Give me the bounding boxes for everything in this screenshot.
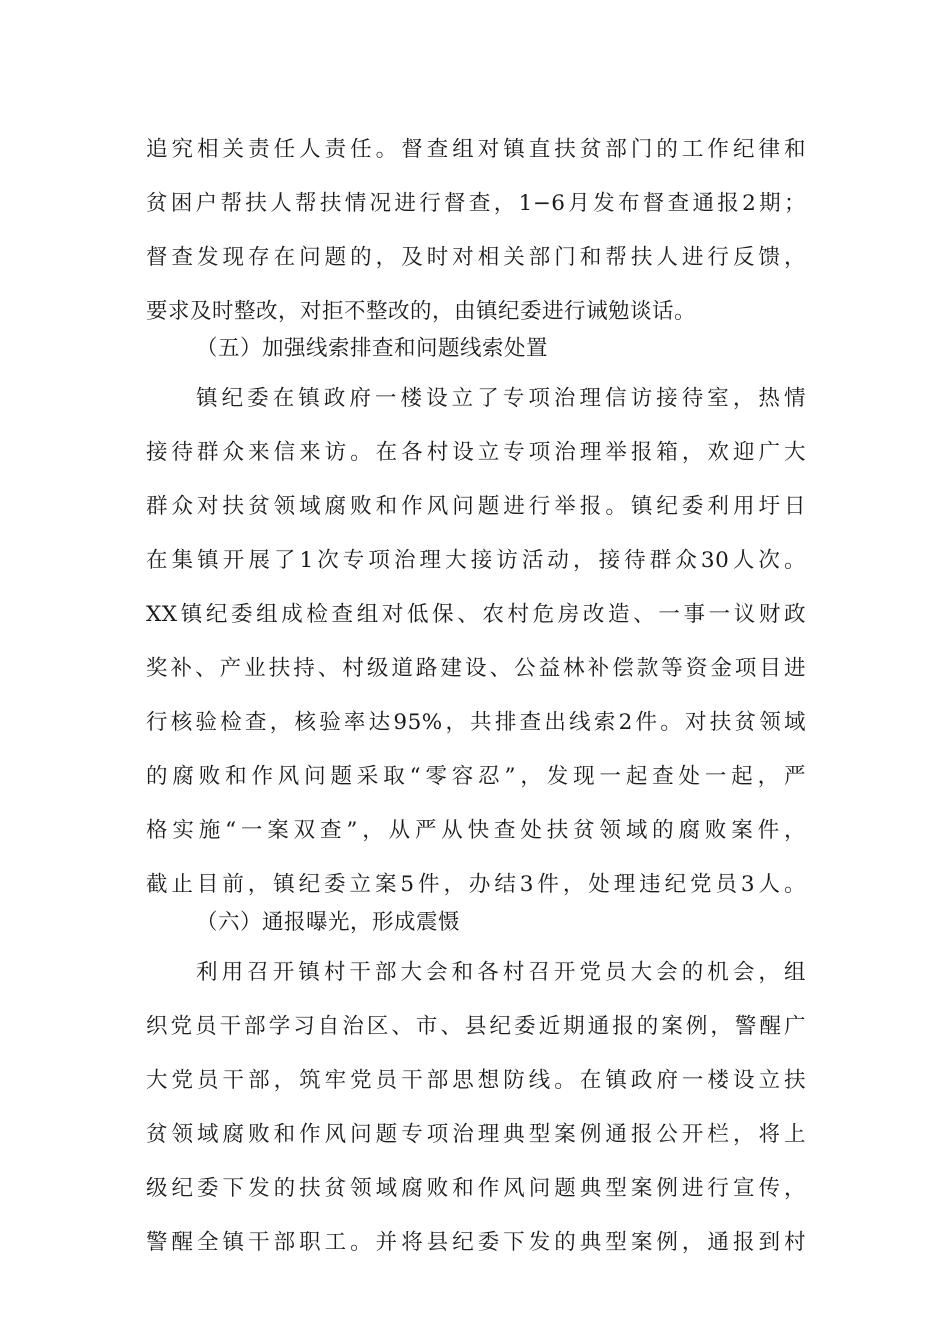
paragraph-line: 镇纪委在镇政府一楼设立了专项治理信访接待室，热情 bbox=[196, 386, 806, 411]
paragraph-line: 奖补、产业扶持、村级道路建设、公益林补偿款等资金项目进 bbox=[146, 656, 806, 681]
paragraph-line: 利用召开镇村干部大会和各村召开党员大会的机会，组 bbox=[196, 960, 806, 985]
paragraph-line: 格实施“一案双查”，从严从快查处扶贫领域的腐败案件， bbox=[146, 818, 806, 843]
paragraph-line: 在集镇开展了1次专项治理大接访活动，接待群众30人次。 bbox=[146, 548, 806, 573]
paragraph-line: 要求及时整改，对拒不整改的，由镇纪委进行诫勉谈话。 bbox=[146, 299, 697, 324]
paragraph-line: 截止目前，镇纪委立案5件，办结3件，处理违纪党员3人。 bbox=[146, 872, 806, 897]
paragraph-line: 接待群众来信来访。在各村设立专项治理举报箱，欢迎广大 bbox=[146, 440, 806, 465]
paragraph-line: 贫困户帮扶人帮扶情况进行督查，1−6月发布督查通报2期； bbox=[146, 191, 806, 216]
paragraph-line: 群众对扶贫领域腐败和作风问题进行举报。镇纪委利用圩日 bbox=[146, 494, 806, 519]
paragraph-line: 行核验检查，核验率达95%，共排查出线索2件。对扶贫领域 bbox=[146, 710, 806, 735]
paragraph-line: 的腐败和作风问题采取“零容忍”，发现一起查处一起，严 bbox=[146, 764, 806, 789]
paragraph-line: XX镇纪委组成检查组对低保、农村危房改造、一事一议财政 bbox=[146, 602, 806, 627]
paragraph-line: 警醒全镇干部职工。并将县纪委下发的典型案例，通报到村 bbox=[146, 1230, 806, 1255]
paragraph-line: 级纪委下发的扶贫领域腐败和作风问题典型案例进行宣传， bbox=[146, 1176, 806, 1201]
paragraph-line: 督查发现存在问题的，及时对相关部门和帮扶人进行反馈， bbox=[146, 245, 806, 270]
paragraph-line: 贫领域腐败和作风问题专项治理典型案例通报公开栏，将上 bbox=[146, 1122, 806, 1147]
paragraph-line: 追究相关责任人责任。督查组对镇直扶贫部门的工作纪律和 bbox=[146, 137, 806, 162]
section-heading: （六）通报曝光，形成震慑 bbox=[196, 910, 461, 935]
section-heading: （五）加强线索排查和问题线索处置 bbox=[196, 336, 549, 361]
paragraph-line: 大党员干部，筑牢党员干部思想防线。在镇政府一楼设立扶 bbox=[146, 1068, 806, 1093]
paragraph-line: 织党员干部学习自治区、市、县纪委近期通报的案例，警醒广 bbox=[146, 1014, 806, 1039]
